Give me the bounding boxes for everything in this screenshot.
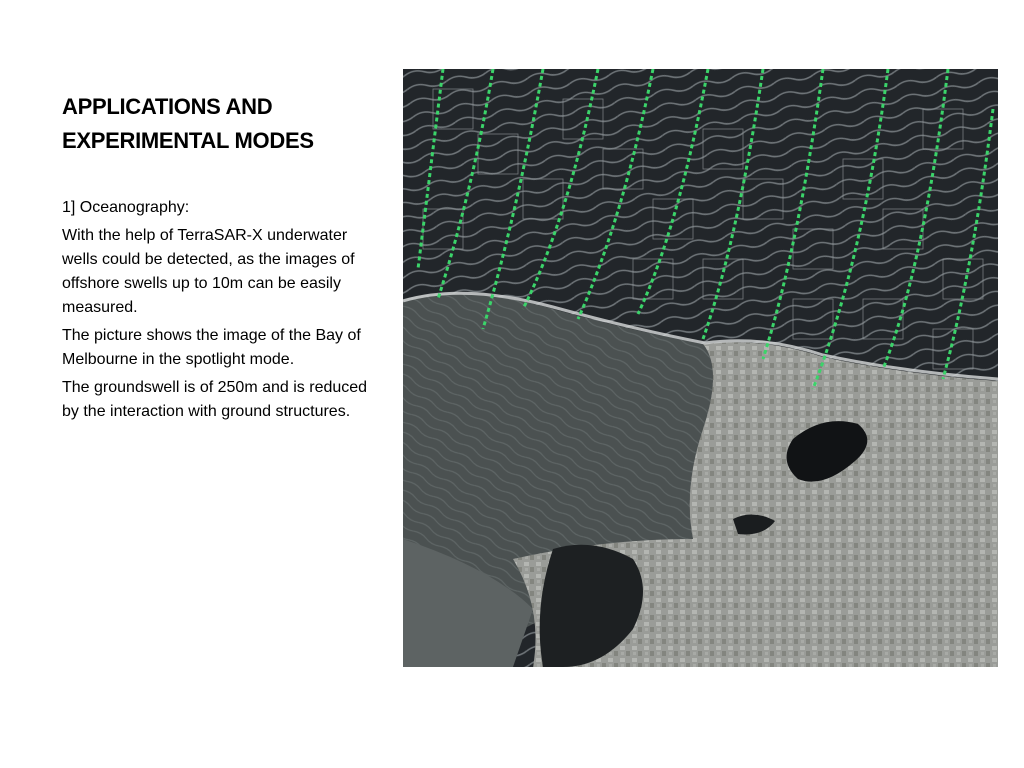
paragraph-groundswell: The groundswell is of 250m and is reduced by the interaction with ground structures. <box>62 379 368 420</box>
body-text <box>62 196 380 428</box>
title-line-1: APPLICATIONS AND <box>62 94 273 119</box>
section-heading: 1] Oceanography: <box>62 199 190 216</box>
slide-title <box>62 90 382 158</box>
paragraph-terrasar: With the help of TerraSAR-X underwater wells could be detected, as the images of offshore swells up to 10m can be easily measured. <box>62 227 355 316</box>
sar-image-bay-of-melbourne <box>403 69 998 667</box>
title-line-2: EXPERIMENTAL MODES <box>62 128 314 153</box>
paragraph-melbourne: The picture shows the image of the Bay of Melbourne in the spotlight mode. <box>62 327 361 368</box>
sar-image-svg <box>403 69 998 667</box>
